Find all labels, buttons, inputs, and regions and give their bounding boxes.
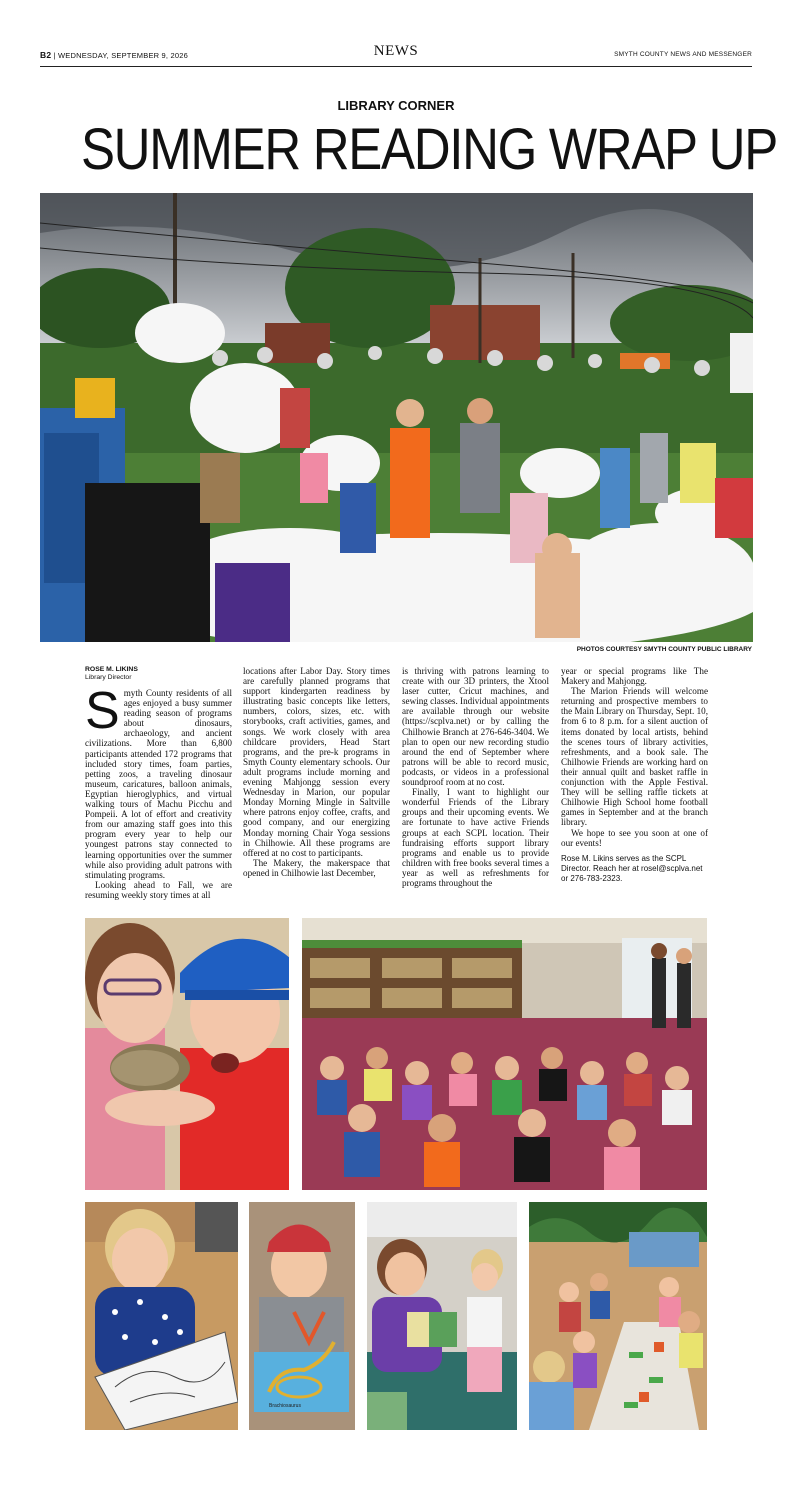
storyteller-illustration <box>367 1202 517 1430</box>
photo-craft-table <box>529 1202 707 1430</box>
paragraph: We hope to see you soon at one of our events! <box>561 827 708 848</box>
article-body <box>85 666 709 911</box>
photo-hedgehog <box>85 918 289 1190</box>
page-number: B2 <box>40 50 52 60</box>
paragraph: The Makery, the makerspace that opened in Chilhowie last December, <box>243 857 390 878</box>
craft-label: Brachiosaurus <box>269 1403 301 1409</box>
section-name: NEWS <box>373 43 419 59</box>
author-name: ROSE M. LIKINS <box>85 666 138 673</box>
paragraph: Looking ahead to Fall, we are resuming weekly story times at all <box>85 879 232 900</box>
boy-dinosaur-illustration <box>249 1202 355 1430</box>
publication-name: SMYTH COUNTY NEWS AND MESSENGER <box>614 51 752 58</box>
story-room-illustration <box>302 918 707 1190</box>
drop-cap: S <box>85 682 120 740</box>
paragraph: Finally, I want to highlight our wonderful Friends of the Library groups and their upcoming events. We are fortunate to have active Friends groups at each SCPL location. Their fundraising efforts support library programs and enable us to provide children with free books several times a year as well as refreshments for programs throughout the <box>402 787 549 888</box>
paragraph: year or special programs like The Makery and Mahjongg. <box>561 666 708 687</box>
issue-date: WEDNESDAY, SEPTEMBER 9, 2026 <box>58 51 188 60</box>
article-column-2 <box>243 666 390 878</box>
photo-boy-dinosaur-craft <box>249 1202 355 1430</box>
craft-table-illustration <box>529 1202 707 1430</box>
paragraph: locations after Labor Day. Story times are carefully planned programs that support kindergarten readiness by illustrating basic concepts like letters, numbers, colors, sizes, etc. with storybooks, craft activities, games, and songs. We work closely with area childcare providers, Head Start programs, and the pre-k programs in Smyth County elementary schools. Our adult programs include morning and evening Mahjongg session every Wednesday in Marion, our popular Monday Morning Mingle in Saltville where patrons enjoy coffee, crafts, and good company, and our energizing Monday morning Chair Yoga sessions in Chilhowie. All these programs are offered at no cost to participants. <box>243 666 390 858</box>
photo-storyteller <box>367 1202 517 1430</box>
author-title: Library Director <box>85 674 132 681</box>
photo-story-room <box>302 918 707 1190</box>
byline <box>85 666 232 682</box>
photo-girl-coloring <box>85 1202 238 1430</box>
photo-credit: PHOTOS COURTESY SMYTH COUNTY PUBLIC LIBRARY <box>576 646 752 653</box>
paragraph: myth County residents of all ages enjoyed a busy summer reading season of programs about dinosaurs, archaeology, and ancient civilizations. More than 6,800 participants attended 172 programs that included story times, foam parties, petting zoos, a traveling dinosaur museum, caricatures, balloon animals, Egyptian hieroglyphics, and virtual walking tours of Machu Picchu and Pompeii. A lot of effort and creativity from our amazing staff goes into this program every year to help our youngest patrons stay connected to learning opportunities over the summer while also providing adult patrons with stimulating programs. <box>85 688 232 880</box>
page-header: B2 | WEDNESDAY, SEPTEMBER 9, 2026 NEWS SMYTH COUNTY NEWS AND MESSENGER <box>40 44 752 67</box>
headline: SUMMER READING WRAP UP <box>80 117 777 182</box>
paragraph: is thriving with patrons learning to create with our 3D printers, the Xtool laser cutter, Cricut machines, and sewing classes. Individual appointments are available through our website (https://scplva.net) or by calling the Chilhowie Branch at 276-646-3404. We plan to open our new recording studio around the end of September where patrons will be able to record music, podcasts, or videos in a professional soundproof room at no cost. <box>402 666 549 788</box>
article-column-3 <box>402 666 549 888</box>
main-photo-foam-party <box>40 193 753 642</box>
author-bio: Rose M. Likins serves as the SCPL Director. Reach her at rosel@scplva.net or 276-783-2323. <box>561 853 703 883</box>
hedgehog-illustration <box>85 918 289 1190</box>
foam-party-illustration <box>40 193 753 642</box>
kicker: LIBRARY CORNER <box>337 98 455 113</box>
paragraph: The Marion Friends will welcome returning and prospective members to the Main Library on Thursday, Sept. 10, from 6 to 8 p.m. for a silent auction of items donated by local artists, behind the scenes tours of library activities, refreshments, and a book sale. The Chilhowie Friends are working hard on their annual quilt and basket raffle in conjunction with the Apple Festival. They will be selling raffle tickets at Chilhowie High School home football games in September and at the branch library. <box>561 686 708 828</box>
girl-coloring-illustration <box>85 1202 238 1430</box>
article-column-1 <box>85 666 232 900</box>
article-column-4 <box>561 666 708 884</box>
